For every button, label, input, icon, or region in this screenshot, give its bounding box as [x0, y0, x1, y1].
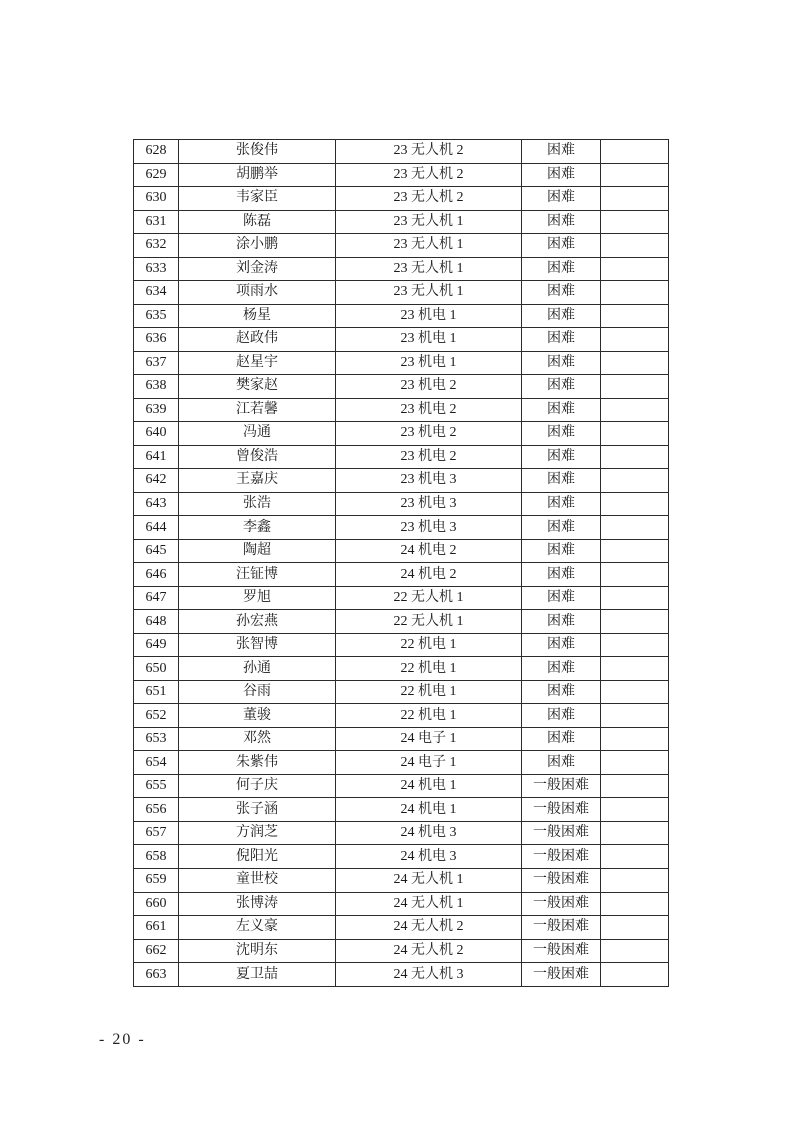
class-cell: 24 无人机 1: [336, 868, 522, 892]
table-row: [134, 375, 669, 399]
row-number-cell: 651: [134, 680, 179, 704]
student-name-cell: 李鑫: [179, 516, 336, 540]
class-cell: 24 无人机 1: [336, 892, 522, 916]
difficulty-status-cell: 困难: [522, 751, 601, 775]
difficulty-status-cell: 困难: [522, 586, 601, 610]
row-number-cell: 640: [134, 422, 179, 446]
note-cell: [601, 492, 669, 516]
note-cell: [601, 798, 669, 822]
row-number-cell: 645: [134, 539, 179, 563]
difficulty-status-cell: 困难: [522, 398, 601, 422]
class-cell: 22 机电 1: [336, 657, 522, 681]
note-cell: [601, 727, 669, 751]
table-row: [134, 798, 669, 822]
difficulty-status-cell: 困难: [522, 281, 601, 305]
student-name-cell: 杨星: [179, 304, 336, 328]
student-roster-table: [133, 139, 669, 987]
student-name-cell: 方润芝: [179, 821, 336, 845]
table-row: [134, 939, 669, 963]
note-cell: [601, 210, 669, 234]
row-number-cell: 660: [134, 892, 179, 916]
row-number-cell: 647: [134, 586, 179, 610]
student-name-cell: 曾俊浩: [179, 445, 336, 469]
row-number-cell: 635: [134, 304, 179, 328]
difficulty-status-cell: 困难: [522, 375, 601, 399]
class-cell: 23 机电 1: [336, 328, 522, 352]
student-name-cell: 项雨水: [179, 281, 336, 305]
class-cell: 23 无人机 2: [336, 187, 522, 211]
difficulty-status-cell: 一般困难: [522, 963, 601, 987]
student-name-cell: 罗旭: [179, 586, 336, 610]
table-row: [134, 351, 669, 375]
class-cell: 24 电子 1: [336, 727, 522, 751]
difficulty-status-cell: 困难: [522, 328, 601, 352]
note-cell: [601, 187, 669, 211]
row-number-cell: 648: [134, 610, 179, 634]
difficulty-status-cell: 一般困难: [522, 774, 601, 798]
student-name-cell: 张博涛: [179, 892, 336, 916]
student-name-cell: 孙宏燕: [179, 610, 336, 634]
note-cell: [601, 774, 669, 798]
class-cell: 23 机电 1: [336, 351, 522, 375]
note-cell: [601, 539, 669, 563]
table-row: [134, 210, 669, 234]
note-cell: [601, 680, 669, 704]
page-number-footer: - 20 -: [99, 1031, 146, 1048]
difficulty-status-cell: 困难: [522, 257, 601, 281]
difficulty-status-cell: 一般困难: [522, 798, 601, 822]
note-cell: [601, 563, 669, 587]
difficulty-status-cell: 困难: [522, 539, 601, 563]
student-name-cell: 董骏: [179, 704, 336, 728]
class-cell: 23 无人机 1: [336, 210, 522, 234]
row-number-cell: 657: [134, 821, 179, 845]
class-cell: 24 机电 2: [336, 539, 522, 563]
table-row: [134, 704, 669, 728]
table-row: [134, 281, 669, 305]
class-cell: 23 无人机 1: [336, 257, 522, 281]
table-row: [134, 469, 669, 493]
class-cell: 24 机电 2: [336, 563, 522, 587]
table-row: [134, 563, 669, 587]
class-cell: 24 机电 1: [336, 798, 522, 822]
row-number-cell: 643: [134, 492, 179, 516]
class-cell: 23 无人机 2: [336, 140, 522, 164]
class-cell: 24 无人机 3: [336, 963, 522, 987]
note-cell: [601, 657, 669, 681]
note-cell: [601, 892, 669, 916]
difficulty-status-cell: 一般困难: [522, 821, 601, 845]
difficulty-status-cell: 一般困难: [522, 892, 601, 916]
class-cell: 22 无人机 1: [336, 610, 522, 634]
class-cell: 22 机电 1: [336, 704, 522, 728]
difficulty-status-cell: 困难: [522, 727, 601, 751]
note-cell: [601, 351, 669, 375]
difficulty-status-cell: 困难: [522, 704, 601, 728]
table-row: [134, 680, 669, 704]
class-cell: 24 机电 3: [336, 845, 522, 869]
difficulty-status-cell: 一般困难: [522, 939, 601, 963]
class-cell: 23 机电 2: [336, 422, 522, 446]
student-name-cell: 倪阳光: [179, 845, 336, 869]
student-name-cell: 陶超: [179, 539, 336, 563]
table-row: [134, 257, 669, 281]
row-number-cell: 656: [134, 798, 179, 822]
row-number-cell: 649: [134, 633, 179, 657]
table-row: [134, 610, 669, 634]
note-cell: [601, 398, 669, 422]
difficulty-status-cell: 困难: [522, 210, 601, 234]
table-row: [134, 422, 669, 446]
row-number-cell: 636: [134, 328, 179, 352]
note-cell: [601, 163, 669, 187]
table-row: [134, 516, 669, 540]
class-cell: 23 机电 3: [336, 469, 522, 493]
student-name-cell: 韦家臣: [179, 187, 336, 211]
note-cell: [601, 868, 669, 892]
note-cell: [601, 516, 669, 540]
class-cell: 23 无人机 1: [336, 234, 522, 258]
difficulty-status-cell: 困难: [522, 610, 601, 634]
difficulty-status-cell: 困难: [522, 469, 601, 493]
table-row: [134, 187, 669, 211]
roster-table-body: [134, 140, 669, 987]
student-name-cell: 邓然: [179, 727, 336, 751]
student-name-cell: 樊家赵: [179, 375, 336, 399]
student-name-cell: 孙通: [179, 657, 336, 681]
note-cell: [601, 281, 669, 305]
difficulty-status-cell: 一般困难: [522, 845, 601, 869]
student-name-cell: 张智博: [179, 633, 336, 657]
row-number-cell: 662: [134, 939, 179, 963]
student-name-cell: 张俊伟: [179, 140, 336, 164]
row-number-cell: 638: [134, 375, 179, 399]
table-row: [134, 727, 669, 751]
table-row: [134, 234, 669, 258]
student-name-cell: 沈明东: [179, 939, 336, 963]
table-row: [134, 868, 669, 892]
difficulty-status-cell: 困难: [522, 633, 601, 657]
class-cell: 24 电子 1: [336, 751, 522, 775]
student-name-cell: 谷雨: [179, 680, 336, 704]
difficulty-status-cell: 困难: [522, 563, 601, 587]
table-row: [134, 774, 669, 798]
difficulty-status-cell: 困难: [522, 657, 601, 681]
difficulty-status-cell: 困难: [522, 234, 601, 258]
class-cell: 23 机电 2: [336, 398, 522, 422]
class-cell: 24 无人机 2: [336, 939, 522, 963]
difficulty-status-cell: 困难: [522, 304, 601, 328]
difficulty-status-cell: 困难: [522, 492, 601, 516]
row-number-cell: 634: [134, 281, 179, 305]
difficulty-status-cell: 困难: [522, 140, 601, 164]
note-cell: [601, 821, 669, 845]
class-cell: 23 机电 1: [336, 304, 522, 328]
student-name-cell: 陈磊: [179, 210, 336, 234]
row-number-cell: 663: [134, 963, 179, 987]
row-number-cell: 637: [134, 351, 179, 375]
table-row: [134, 633, 669, 657]
note-cell: [601, 704, 669, 728]
row-number-cell: 658: [134, 845, 179, 869]
class-cell: 23 无人机 2: [336, 163, 522, 187]
student-name-cell: 涂小鹏: [179, 234, 336, 258]
table-row: [134, 492, 669, 516]
table-row: [134, 328, 669, 352]
difficulty-status-cell: 困难: [522, 680, 601, 704]
student-name-cell: 朱紫伟: [179, 751, 336, 775]
table-row: [134, 963, 669, 987]
table-row: [134, 140, 669, 164]
class-cell: 24 机电 1: [336, 774, 522, 798]
row-number-cell: 639: [134, 398, 179, 422]
student-name-cell: 刘金涛: [179, 257, 336, 281]
note-cell: [601, 633, 669, 657]
student-name-cell: 张子涵: [179, 798, 336, 822]
class-cell: 23 无人机 1: [336, 281, 522, 305]
note-cell: [601, 586, 669, 610]
class-cell: 23 机电 3: [336, 492, 522, 516]
table-row: [134, 445, 669, 469]
class-cell: 23 机电 3: [336, 516, 522, 540]
row-number-cell: 641: [134, 445, 179, 469]
row-number-cell: 646: [134, 563, 179, 587]
difficulty-status-cell: 困难: [522, 163, 601, 187]
difficulty-status-cell: 一般困难: [522, 916, 601, 940]
row-number-cell: 659: [134, 868, 179, 892]
difficulty-status-cell: 困难: [522, 422, 601, 446]
student-name-cell: 赵政伟: [179, 328, 336, 352]
row-number-cell: 655: [134, 774, 179, 798]
row-number-cell: 632: [134, 234, 179, 258]
student-name-cell: 张浩: [179, 492, 336, 516]
note-cell: [601, 916, 669, 940]
table-row: [134, 892, 669, 916]
row-number-cell: 653: [134, 727, 179, 751]
note-cell: [601, 610, 669, 634]
class-cell: 23 机电 2: [336, 375, 522, 399]
class-cell: 22 无人机 1: [336, 586, 522, 610]
note-cell: [601, 939, 669, 963]
note-cell: [601, 469, 669, 493]
student-name-cell: 胡鹏举: [179, 163, 336, 187]
row-number-cell: 652: [134, 704, 179, 728]
table-row: [134, 845, 669, 869]
row-number-cell: 661: [134, 916, 179, 940]
difficulty-status-cell: 困难: [522, 516, 601, 540]
note-cell: [601, 375, 669, 399]
class-cell: 22 机电 1: [336, 633, 522, 657]
note-cell: [601, 257, 669, 281]
row-number-cell: 629: [134, 163, 179, 187]
student-name-cell: 左义豪: [179, 916, 336, 940]
note-cell: [601, 328, 669, 352]
student-name-cell: 冯通: [179, 422, 336, 446]
table-row: [134, 304, 669, 328]
note-cell: [601, 963, 669, 987]
note-cell: [601, 234, 669, 258]
note-cell: [601, 140, 669, 164]
table-row: [134, 751, 669, 775]
student-name-cell: 童世校: [179, 868, 336, 892]
table-row: [134, 398, 669, 422]
difficulty-status-cell: 困难: [522, 351, 601, 375]
student-name-cell: 赵星宇: [179, 351, 336, 375]
note-cell: [601, 751, 669, 775]
row-number-cell: 631: [134, 210, 179, 234]
class-cell: 23 机电 2: [336, 445, 522, 469]
note-cell: [601, 304, 669, 328]
row-number-cell: 628: [134, 140, 179, 164]
note-cell: [601, 845, 669, 869]
note-cell: [601, 445, 669, 469]
row-number-cell: 642: [134, 469, 179, 493]
class-cell: 24 无人机 2: [336, 916, 522, 940]
row-number-cell: 644: [134, 516, 179, 540]
row-number-cell: 650: [134, 657, 179, 681]
table-row: [134, 163, 669, 187]
class-cell: 24 机电 3: [336, 821, 522, 845]
row-number-cell: 630: [134, 187, 179, 211]
note-cell: [601, 422, 669, 446]
table-row: [134, 539, 669, 563]
table-row: [134, 586, 669, 610]
difficulty-status-cell: 一般困难: [522, 868, 601, 892]
table-row: [134, 916, 669, 940]
student-name-cell: 汪钲博: [179, 563, 336, 587]
row-number-cell: 654: [134, 751, 179, 775]
student-name-cell: 何子庆: [179, 774, 336, 798]
difficulty-status-cell: 困难: [522, 187, 601, 211]
student-name-cell: 王嘉庆: [179, 469, 336, 493]
student-name-cell: 夏卫喆: [179, 963, 336, 987]
student-name-cell: 江若馨: [179, 398, 336, 422]
table-row: [134, 821, 669, 845]
row-number-cell: 633: [134, 257, 179, 281]
difficulty-status-cell: 困难: [522, 445, 601, 469]
table-row: [134, 657, 669, 681]
class-cell: 22 机电 1: [336, 680, 522, 704]
